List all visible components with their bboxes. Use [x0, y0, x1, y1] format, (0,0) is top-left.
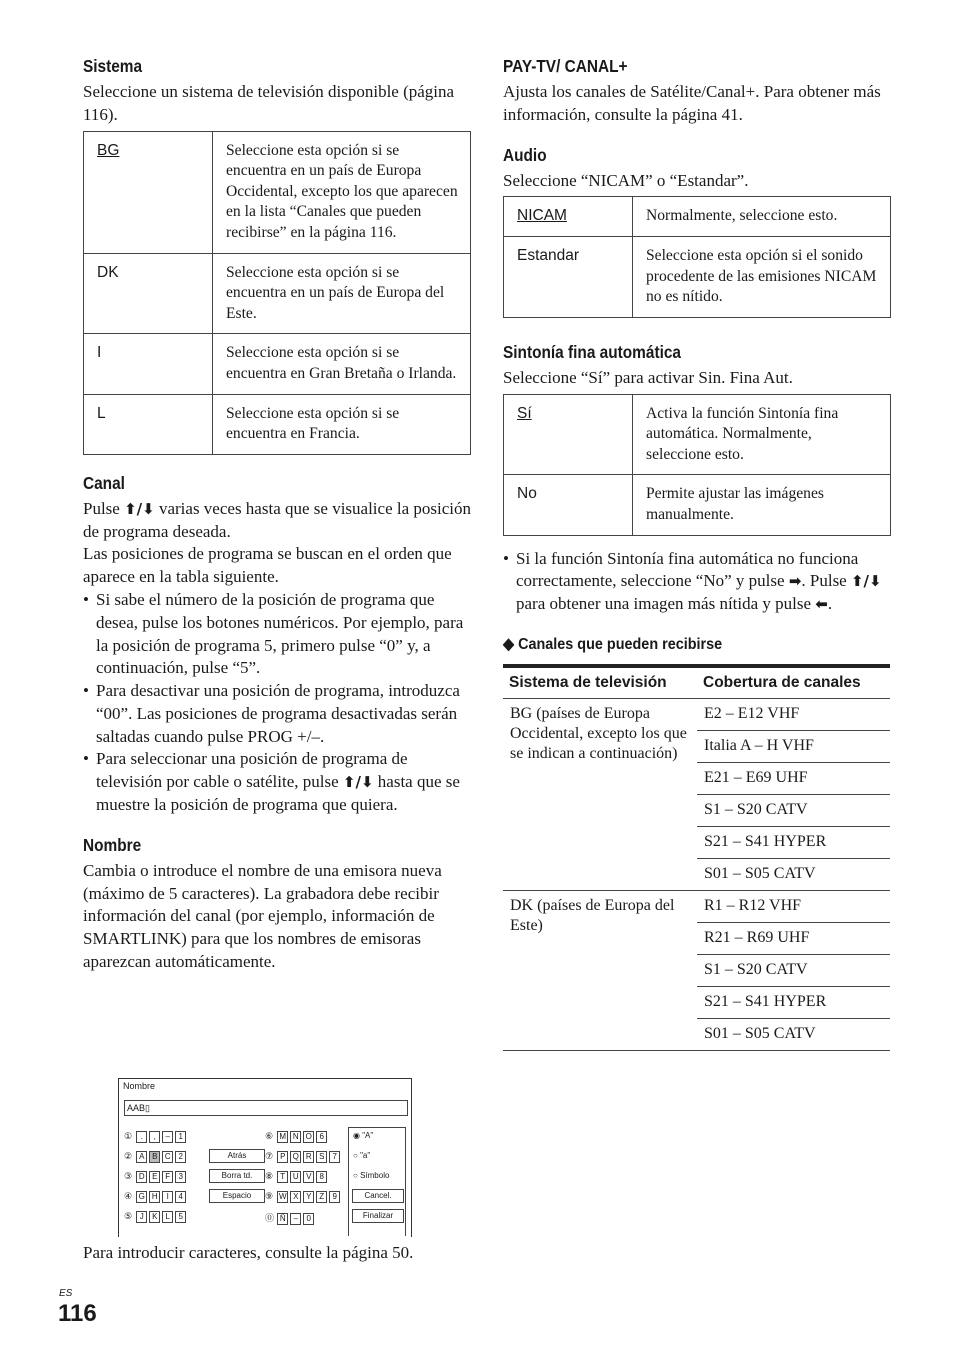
table-row [503, 698, 890, 730]
key[interactable]: – [162, 1131, 173, 1143]
symbol-option[interactable] [353, 1171, 389, 1180]
radio-icon: ○ [353, 1151, 358, 1160]
option-label: Símbolo [360, 1171, 390, 1180]
key-row [124, 1211, 188, 1223]
text: Pulse [83, 498, 125, 518]
key[interactable]: G [136, 1191, 147, 1203]
list-item: • Para desactivar una posición de programa, introduzca “00”. Las posiciones de programa desactivadas serán saltadas cuando pulse PROG +/–. [83, 680, 471, 748]
list-item [503, 548, 891, 616]
row-number: ③ [124, 1171, 133, 1182]
row-number: ⑤ [124, 1211, 133, 1222]
option-key: DK [84, 253, 213, 334]
text: Si la función Sintonía fina automática no funciona correctamente, seleccione “No” y pulse [516, 548, 859, 591]
radio-icon: ○ [353, 1171, 358, 1180]
options-panel [348, 1127, 406, 1236]
canal-p2: Las posiciones de programa se buscan en el orden que aparece en la tabla siguiente. [83, 544, 452, 587]
key[interactable]: 3 [175, 1171, 186, 1183]
key-selected[interactable]: B [149, 1151, 160, 1163]
table-row [504, 475, 891, 535]
key[interactable]: 0 [303, 1213, 314, 1225]
audio-intro: Seleccione “NICAM” o “Estandar”. [503, 170, 749, 190]
row-number: ⑨ [265, 1191, 274, 1202]
heading-sistema: Sistema [83, 56, 143, 76]
audio-table [503, 196, 891, 317]
key[interactable]: 2 [175, 1151, 186, 1163]
key[interactable]: R [303, 1151, 314, 1163]
row-number: ② [124, 1151, 133, 1162]
key[interactable]: O [303, 1131, 314, 1143]
option-key: BG [84, 131, 213, 253]
coverage-cell: S01 – S05 CATV [697, 858, 890, 890]
key[interactable]: H [149, 1191, 160, 1203]
finish-button[interactable]: Finalizar [352, 1209, 404, 1223]
channels-table [503, 664, 890, 1051]
text: Para seleccionar una posición de programa de televisión por cable o satélite, pulse [96, 749, 408, 792]
text: hasta que se muestre la posición de programa que quiera. [96, 772, 460, 815]
key[interactable]: C [162, 1151, 173, 1163]
canal-p1 [83, 498, 471, 544]
page-number: 116 [58, 1300, 97, 1327]
system-cell: DK (países de Europa del Este) [503, 890, 697, 1050]
heading-sintonia: Sintonía fina automática [503, 341, 681, 362]
back-button[interactable]: Atrás [209, 1149, 265, 1163]
key[interactable]: 9 [329, 1191, 340, 1203]
cancel-button[interactable]: Cancel. [352, 1189, 404, 1203]
coverage-cell: S21 – S41 HYPER [697, 986, 890, 1018]
key-row [124, 1191, 188, 1203]
table-row [504, 197, 891, 237]
coverage-cell: R21 – R69 UHF [697, 922, 890, 954]
sintonia-table [503, 394, 891, 536]
key[interactable]: W [278, 1192, 287, 1201]
text: . [827, 594, 833, 614]
space-button[interactable]: Espacio [209, 1189, 265, 1203]
option-label: "a" [360, 1151, 371, 1160]
table-row [84, 334, 471, 394]
uppercase-option[interactable] [353, 1131, 373, 1140]
key-row [265, 1191, 342, 1203]
key[interactable]: D [136, 1171, 147, 1183]
language-tag: ES [59, 1288, 73, 1299]
heading-paytv: PAY-TV/ CANAL+ [503, 56, 628, 76]
section-paytv [503, 56, 891, 127]
option-key: NICAM [504, 197, 633, 237]
keyboard-caption: Para introducir caracteres, consulte la página 50. [83, 1243, 414, 1262]
text: para obtener una imagen más nítida y pulse [516, 594, 816, 614]
sistema-table [83, 131, 471, 455]
key[interactable]: 7 [329, 1151, 340, 1163]
key[interactable]: 8 [316, 1171, 327, 1183]
table-header-row [503, 666, 890, 699]
coverage-cell: S01 – S05 CATV [697, 1018, 890, 1050]
option-desc: Activa la función Sintonía fina automática. Normalmente, seleccione esto. [633, 394, 891, 475]
row-number: ⓪ [265, 1213, 275, 1223]
table-row [504, 394, 891, 475]
key[interactable]: T [277, 1171, 288, 1183]
row-number: ④ [124, 1191, 133, 1202]
option-key: Estandar [504, 236, 633, 317]
table-row [503, 890, 890, 922]
column-header: Sistema de televisión [503, 666, 697, 699]
key-row [124, 1151, 188, 1163]
coverage-cell: Italia A – H VHF [697, 730, 890, 762]
field-value: AAB [127, 1103, 146, 1113]
key-row [265, 1131, 329, 1143]
table-row [84, 394, 471, 454]
clear-all-button[interactable]: Borra td. [209, 1169, 265, 1183]
coverage-cell: E2 – E12 VHF [697, 698, 890, 730]
key-row [265, 1151, 342, 1163]
option-desc: Seleccione esta opción si se encuentra en un país de Europa del Este. [213, 253, 471, 334]
section-sistema [83, 56, 471, 455]
option-desc: Normalmente, seleccione esto. [633, 197, 891, 237]
coverage-cell: S21 – S41 HYPER [697, 826, 890, 858]
text: . Pulse [801, 571, 851, 591]
section-audio [503, 145, 891, 318]
option-desc: Seleccione esta opción si se encuentra en un país de Europa Occidental, excepto los que aparecen en la lista “Canales que pueden recibirse” en la página 116. [213, 131, 471, 253]
sistema-intro: Seleccione un sistema de televisión disponible (página 116). [83, 82, 455, 124]
key-row [265, 1171, 329, 1183]
table-row [84, 131, 471, 253]
option-desc: Seleccione esta opción si se encuentra en Francia. [213, 394, 471, 454]
key[interactable]: Y [303, 1191, 314, 1203]
option-key: I [84, 334, 213, 394]
left-column [83, 56, 471, 992]
key-row [124, 1171, 188, 1183]
system-cell: BG (países de Europa Occidental, excepto los que se indican a continuación) [503, 698, 697, 890]
option-key: Sí [504, 394, 633, 475]
up-down-arrow-icon: ⬆/⬇ [342, 773, 374, 792]
row-number: ⑥ [265, 1131, 274, 1142]
key[interactable]: . [136, 1131, 147, 1143]
key[interactable]: P [277, 1151, 288, 1163]
key-row [124, 1131, 188, 1143]
heading-canal: Canal [83, 472, 125, 493]
key[interactable]: F [162, 1171, 173, 1183]
key-row [265, 1211, 316, 1223]
key[interactable]: M [277, 1131, 288, 1143]
option-desc: Seleccione esta opción si se encuentra en Gran Bretaña o Irlanda. [213, 334, 471, 394]
coverage-cell: R1 – R12 VHF [697, 890, 890, 922]
key[interactable]: A [136, 1151, 147, 1163]
list-item: • Si sabe el número de la posición de programa que desea, pulse los botones numéricos. Por ejemplo, para la posición de programa 5, primero pulse “0” y, a continuación, pulse “5”. [83, 589, 471, 680]
key[interactable]: 1 [175, 1131, 186, 1143]
screen-title: Nombre [123, 1081, 156, 1091]
section-nombre [83, 835, 471, 974]
paytv-text: Ajusta los canales de Satélite/Canal+. Para obtener más información, consulte la página 41. [503, 82, 881, 124]
right-column [503, 56, 891, 1051]
key[interactable]: , [149, 1131, 160, 1143]
table-row [84, 253, 471, 334]
key[interactable]: E [149, 1171, 160, 1183]
heading-nombre: Nombre [83, 834, 142, 855]
up-down-arrow-icon: ⬆/⬇ [124, 499, 155, 518]
coverage-cell: S1 – S20 CATV [697, 794, 890, 826]
key[interactable]: 5 [175, 1211, 186, 1223]
name-entry-screen [118, 1078, 412, 1237]
coverage-cell: S1 – S20 CATV [697, 954, 890, 986]
key[interactable]: I [162, 1191, 173, 1203]
option-label: "A" [362, 1131, 374, 1140]
radio-selected-icon: ◉ [353, 1131, 360, 1140]
key[interactable]: Q [290, 1151, 301, 1163]
section-sintonia [503, 342, 891, 616]
up-down-arrow-icon: ⬆/⬇ [850, 572, 882, 591]
sintonia-notes [503, 548, 891, 616]
row-number: ⑧ [265, 1171, 274, 1182]
sintonia-intro: Seleccione “Sí” para activar Sin. Fina Aut. [503, 367, 793, 387]
option-desc: Permite ajustar las imágenes manualmente. [633, 475, 891, 535]
key[interactable]: – [290, 1213, 301, 1225]
option-desc: Seleccione esta opción si el sonido procedente de las emisiones NICAM no es nítido. [633, 236, 891, 317]
key[interactable]: N [290, 1131, 301, 1143]
key[interactable]: J [136, 1211, 147, 1223]
row-number: ① [124, 1131, 133, 1142]
left-arrow-icon: ⬅ [815, 595, 828, 614]
key[interactable]: L [162, 1211, 173, 1223]
key[interactable]: Ñ [277, 1213, 288, 1225]
heading-canales: ◆ Canales que pueden recibirse [503, 635, 723, 653]
key[interactable]: 6 [316, 1131, 327, 1143]
text: varias veces hasta que se visualice la posición de programa deseada. [83, 498, 471, 541]
heading-audio: Audio [503, 144, 547, 165]
right-arrow-icon: ➡ [788, 572, 802, 591]
key[interactable]: Z [316, 1191, 327, 1203]
option-key: No [504, 475, 633, 535]
key[interactable]: V [303, 1171, 314, 1183]
option-key: L [84, 394, 213, 454]
coverage-cell: E21 – E69 UHF [697, 762, 890, 794]
key[interactable]: U [290, 1171, 301, 1183]
table-row [504, 236, 891, 317]
key[interactable]: 4 [175, 1191, 186, 1203]
column-header: Cobertura de canales [697, 666, 890, 699]
name-field[interactable]: AAB▯ [124, 1100, 408, 1116]
section-canal [83, 473, 471, 817]
key[interactable]: X [290, 1191, 301, 1203]
row-number: ⑦ [265, 1151, 274, 1162]
list-item [83, 748, 471, 816]
canal-bullets [83, 589, 471, 817]
nombre-text: Cambia o introduce el nombre de una emisora nueva (máximo de 5 caracteres). La grabadora debe recibir información del canal (por ejemplo, información de SMARTLINK) para que los nombres de emisoras aparezcan automáticamente. [83, 860, 442, 972]
lowercase-option[interactable] [353, 1151, 370, 1160]
key[interactable]: S [316, 1151, 327, 1163]
key[interactable]: K [149, 1211, 160, 1223]
